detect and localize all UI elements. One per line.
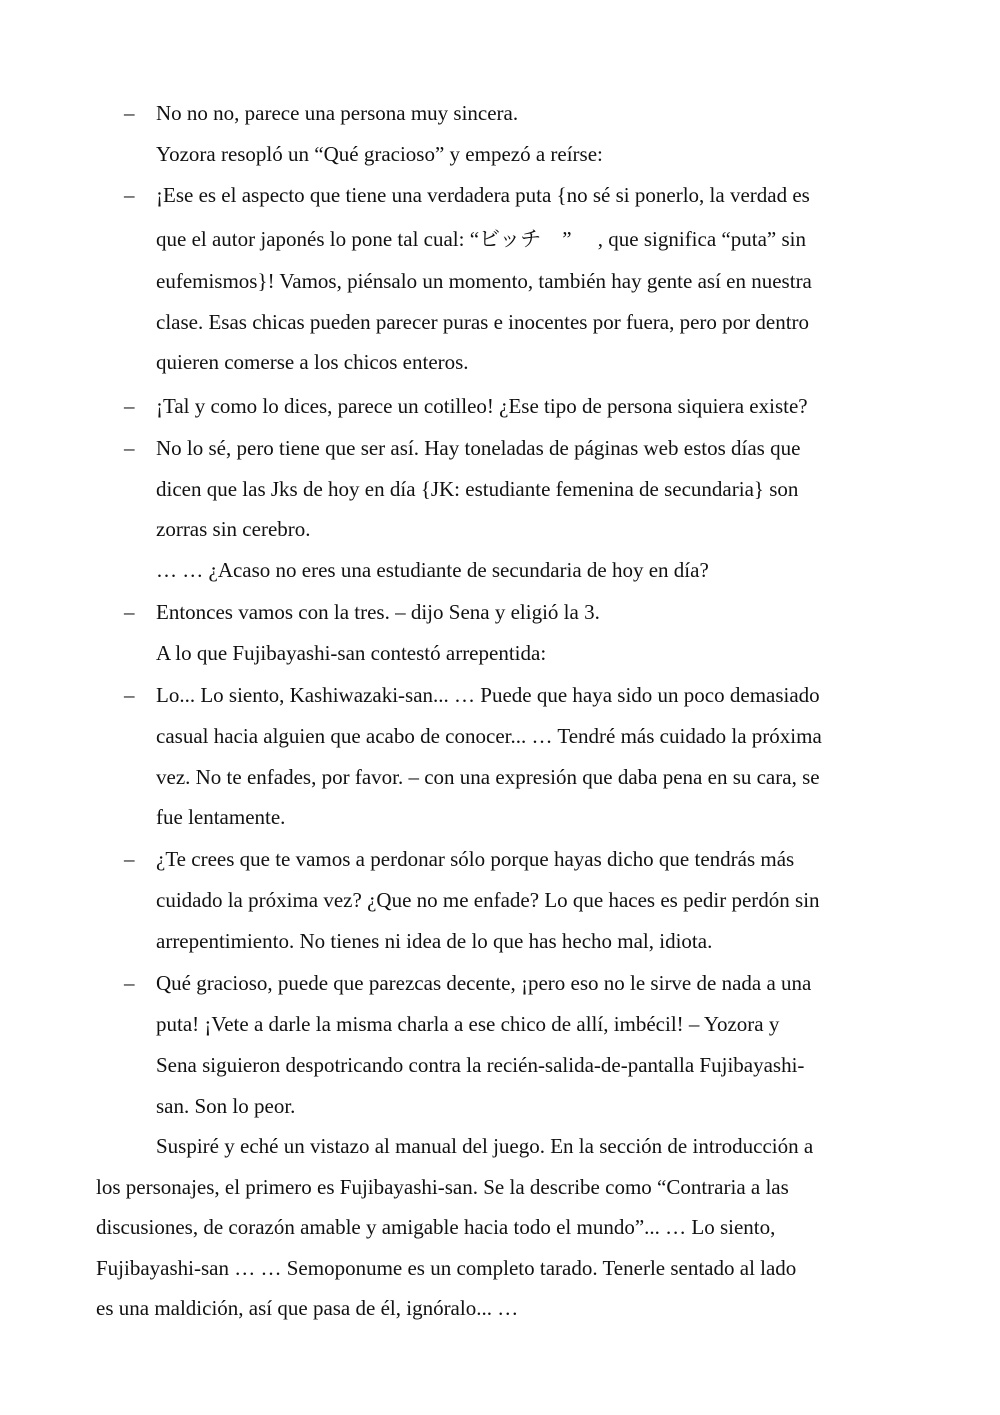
text-line: Yozora resopló un “Qué gracioso” y empezó a reírse: (156, 142, 603, 166)
text-line: cuidado la próxima vez? ¿Que no me enfade? Lo que haces es pedir perdón sin (156, 888, 820, 912)
text-line: ¡Tal y como lo dices, parece un cotilleo! ¿Ese tipo de persona siquiera existe? (156, 394, 808, 418)
text-line: Sena siguieron despotricando contra la recién-salida-de-pantalla Fujibayashi- (156, 1053, 805, 1077)
text-line: que el autor japonés lo pone tal cual: “ビッチ ” , que significa “puta” sin (156, 227, 806, 251)
text-line: dicen que las Jks de hoy en día {JK: estudiante femenina de secundaria} son (156, 477, 799, 501)
text-line: casual hacia alguien que acabo de conocer... … Tendré más cuidado la próxima (156, 724, 822, 748)
text-line: No no no, parece una persona muy sincera. (156, 101, 519, 125)
text-line: Lo... Lo siento, Kashiwazaki-san... … Puede que haya sido un poco demasiado (156, 683, 820, 707)
dialogue-dash: – (124, 183, 135, 207)
text-line: ¿Te crees que te vamos a perdonar sólo porque hayas dicho que tendrás más (156, 847, 795, 871)
dialogue-dash: – (124, 847, 135, 871)
text-line: fue lentamente. (156, 805, 286, 829)
dialogue-dash: – (124, 436, 135, 460)
text-line: No lo sé, pero tiene que ser así. Hay toneladas de páginas web estos días que (156, 436, 801, 460)
text-line: clase. Esas chicas pueden parecer puras e inocentes por fuera, pero por dentro (156, 310, 810, 334)
text-line: quieren comerse a los chicos enteros. (156, 350, 469, 374)
paragraph-line: es una maldición, así que pasa de él, ignóralo... … (96, 1296, 519, 1320)
dialogue-dash: – (124, 600, 135, 624)
paragraph-line: Suspiré y eché un vistazo al manual del juego. En la sección de introducción a (156, 1134, 814, 1158)
text-line: eufemismos}! Vamos, piénsalo un momento, también hay gente así en nuestra (156, 269, 812, 293)
paragraph-line: discusiones, de corazón amable y amigable hacia todo el mundo”... … Lo siento, (96, 1215, 776, 1239)
text-line: zorras sin cerebro. (156, 517, 311, 541)
text-line: Entonces vamos con la tres. – dijo Sena y eligió la 3. (156, 600, 600, 624)
text-line: Qué gracioso, puede que parezcas decente, ¡pero eso no le sirve de nada a una (156, 971, 812, 995)
text-line: san. Son lo peor. (156, 1094, 296, 1118)
text-line: puta! ¡Vete a darle la misma charla a ese chico de allí, imbécil! – Yozora y (156, 1012, 780, 1036)
dialogue-dash: – (124, 101, 135, 125)
text-line: ¡Ese es el aspecto que tiene una verdadera puta {no sé si ponerlo, la verdad es (156, 183, 810, 207)
text-line: … … ¿Acaso no eres una estudiante de secundaria de hoy en día? (156, 558, 709, 582)
dialogue-dash: – (124, 683, 135, 707)
dialogue-dash: – (124, 971, 135, 995)
text-line: arrepentimiento. No tienes ni idea de lo que has hecho mal, idiota. (156, 929, 713, 953)
paragraph-line: los personajes, el primero es Fujibayashi-san. Se la describe como “Contraria a las (96, 1175, 789, 1199)
text-line: A lo que Fujibayashi-san contestó arrepentida: (156, 641, 547, 665)
dialogue-dash: – (124, 394, 135, 418)
paragraph-line: Fujibayashi-san … … Semoponume es un completo tarado. Tenerle sentado al lado (96, 1256, 797, 1280)
text-line: vez. No te enfades, por favor. – con una expresión que daba pena en su cara, se (156, 765, 820, 789)
